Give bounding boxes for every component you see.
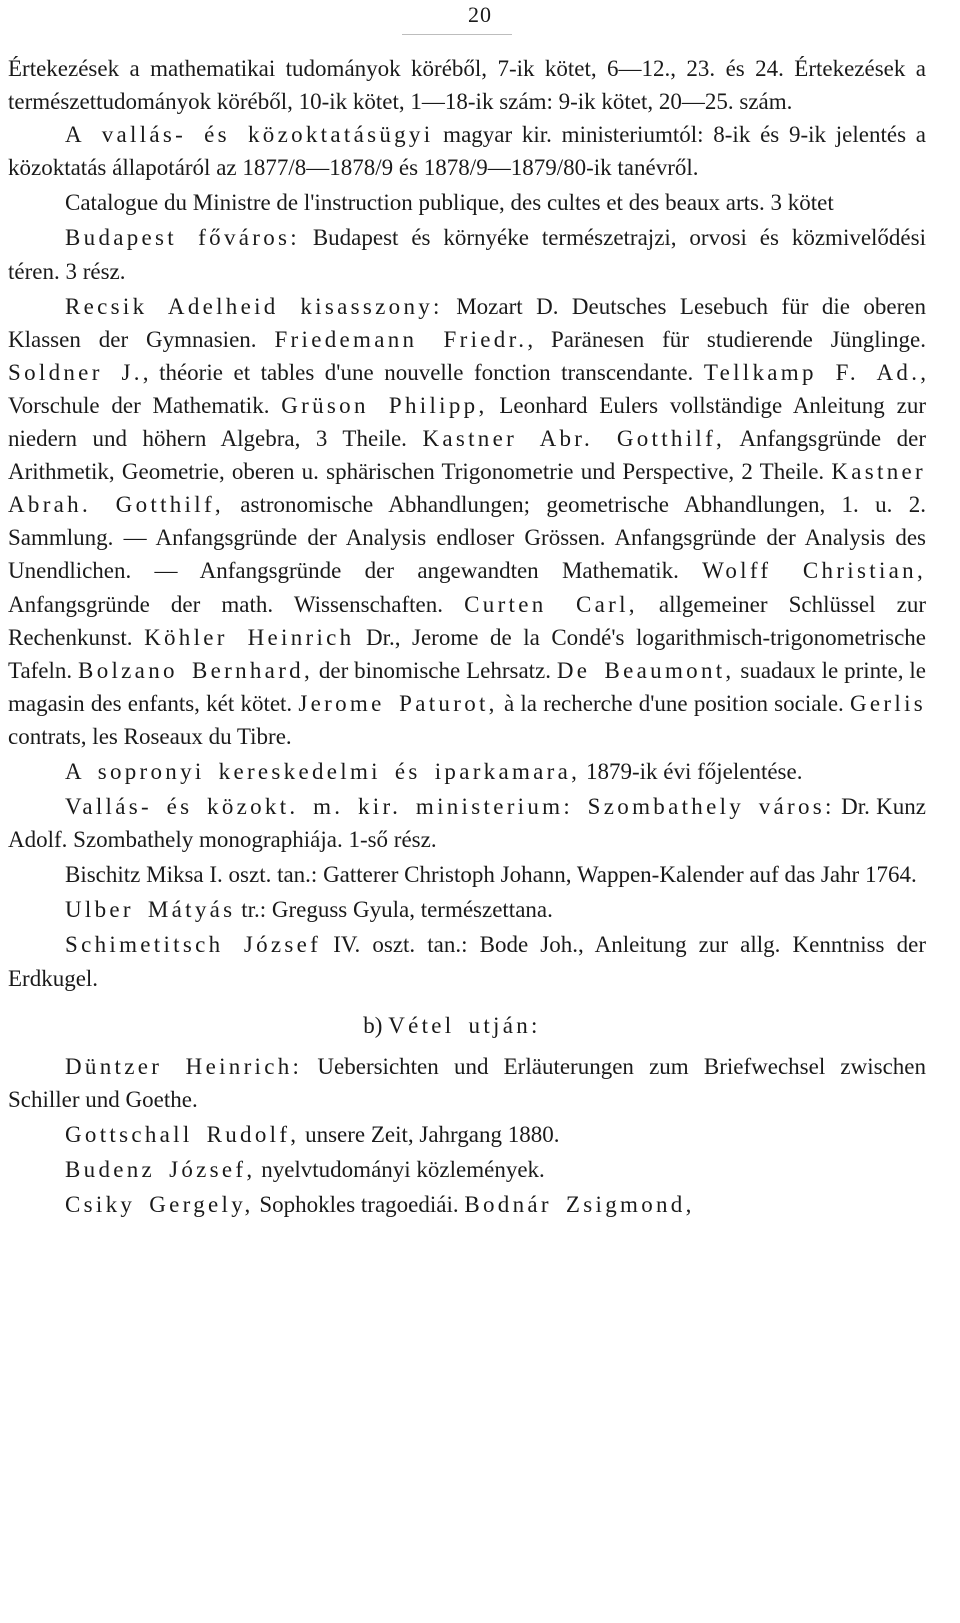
author-name: Grüson Philipp,	[281, 392, 488, 418]
donor-name: Budapest főváros:	[65, 225, 300, 251]
paragraph-csiky	[8, 1188, 926, 1221]
entry-text: , Vorschule der Mathematik.	[8, 359, 927, 418]
entry-text: Anfangsgründe der Arithmetik, Geometrie, oberen u. sphärischen Trigonometrie und Perspective, 2 Theile.	[8, 426, 926, 485]
entry-text: Leonhard Eulers vollständige Anleitung zur niedern und höhern Algebra, 3 Theile.	[8, 392, 926, 452]
paragraph-text: IV. oszt. tan.: Bode Joh., Anleitung zur allg. Kenntniss der Erdkugel.	[8, 932, 926, 991]
donor-name: Ulber Mátyás	[65, 897, 236, 923]
paragraph-text: Dr. Kunz Adolf. Szombathely monographiája. 1-ső rész.	[8, 794, 926, 853]
paragraph-ertekezesek	[8, 52, 926, 118]
section-title: Vétel utján:	[388, 1012, 541, 1038]
author-name: De Beaumont,	[556, 657, 735, 683]
entry-text: contrats, les Roseaux du Tibre.	[8, 723, 292, 749]
author-name: Kastner Abrah. Gotthilf,	[8, 459, 926, 518]
paragraph-text: nyelvtudományi közlemények.	[255, 1157, 545, 1182]
page-number: 20	[468, 2, 492, 27]
page-body	[8, 52, 926, 1221]
entry-text: der binomische Lehrsatz.	[313, 657, 557, 683]
paragraph-ulber	[8, 893, 926, 926]
author-name: Gerlis	[850, 690, 927, 716]
author-name: Csiky Gergely,	[65, 1192, 254, 1218]
paragraph-text: Uebersichten und Erläuterungen zum Briefwechsel zwischen Schiller und Goethe.	[8, 1053, 926, 1112]
paragraph-text: Budapest és környéke természetrajzi, orvosi és közmivelődési téren. 3 rész.	[8, 225, 926, 284]
paragraph-text: magyar kir. ministeriumtól: 8-ik és 9-ik jelentés a közoktatás állapotáról az 1877/8—1878/9 és 1878/9—1879/80-ik tanévről.	[8, 122, 926, 181]
paragraph-budenz	[8, 1153, 926, 1186]
paragraph-schimetitsch	[8, 928, 926, 994]
author-name: Budenz József,	[65, 1157, 256, 1182]
paragraph-szombathely	[8, 790, 926, 856]
paragraph-text: Catalogue du Ministre de l'instruction publique, des cultes et des beaux arts. 3 kötet	[65, 190, 834, 216]
entry-text: astronomische Abhandlungen; geometrische Abhandlungen, 1. u. 2. Sammlung. — Anfangsgründe der Analysis endloser Grössen. Anfangsgründe der Analysis des Unendlichen. — Anfangsgründe der angewandten Mathematik.	[8, 492, 926, 584]
entry-text: à la recherche d'une position sociale.	[497, 690, 850, 716]
author-name: Düntzer Heinrich:	[65, 1053, 303, 1079]
paragraph-ministerium	[8, 118, 926, 184]
donor-name: A vallás- és közoktatásügyi	[65, 122, 434, 148]
author-name: Wolff Christian,	[702, 558, 926, 584]
paragraph-recsik	[8, 290, 926, 753]
donor-name: Recsik Adelheid kisasszony:	[65, 293, 443, 319]
author-name: Kastner Abr. Gotthilf,	[422, 426, 726, 452]
entry-text: Dr., Jerome de la Condé's logarithmisch-trigonometrische Tafeln.	[8, 624, 926, 683]
paragraph-budapest	[8, 221, 926, 287]
author-name: Bolzano Bernhard,	[78, 657, 314, 683]
paragraph-text: unsere Zeit, Jahrgang 1880.	[299, 1121, 560, 1147]
donor-name: Vallás- és közokt. m. kir. ministerium: Szombathely város:	[65, 794, 835, 820]
paragraph-text: Értekezések a mathematikai tudományok köréből, 7-ik kötet, 6—12., 23. és 24. Értekezések a természettudományok köréből, 10-ik kötet, 1—18-ik szám: 9-ik kötet, 20—25. szám.	[8, 56, 926, 115]
entry-text: Anfangsgründe der math. Wissenschaften.	[8, 591, 465, 617]
author-name: Gottschall Rudolf,	[65, 1121, 300, 1147]
paragraph-text: Sophokles tragoediái.	[253, 1192, 465, 1218]
paragraph-soproni	[8, 755, 926, 788]
author-name: Soldner J.	[8, 359, 143, 385]
paragraph-text: Bischitz Miksa I. oszt. tan.: Gatterer Christoph Johann, Wappen-Kalender auf das Jahr 1764.	[65, 862, 917, 888]
entry-text: , théorie et tables d'une nouvelle fonction transcendante.	[142, 359, 704, 385]
paragraph-text: 1879-ik évi főjelentése.	[580, 758, 803, 784]
author-name: Jerome Paturot,	[298, 690, 498, 716]
entry-text: allgemeiner Schlüssel zur Rechenkunst.	[8, 591, 926, 650]
author-name: Bodnár Zsigmond,	[464, 1192, 695, 1218]
header-rule	[402, 34, 512, 35]
entry-text: suadaux le printe, le magasin des enfants, két kötet.	[8, 657, 926, 716]
entry-text: Mozart D. Deutsches Lesebuch für die oberen Klassen der Gymnasien.	[8, 293, 926, 352]
author-name: Friedemann Friedr.	[274, 326, 528, 352]
paragraph-bischitz	[8, 858, 926, 891]
donor-name: Schimetitsch József	[65, 932, 322, 958]
donor-name: A sopronyi kereskedelmi és iparkamara,	[65, 758, 581, 784]
section-heading-vetel	[8, 1009, 926, 1042]
paragraph-gottschall	[8, 1118, 926, 1151]
paragraph-text: tr.: Greguss Gyula, természettana.	[235, 897, 553, 923]
author-name: Köhler Heinrich	[144, 624, 355, 650]
section-prefix: b)	[363, 1012, 389, 1038]
paragraph-catalogue	[8, 186, 926, 219]
paragraph-duntzer	[8, 1050, 926, 1116]
author-name: Tellkamp F. Ad.	[703, 359, 921, 385]
entry-text: , Paränesen für studierende Jünglinge.	[527, 326, 927, 352]
author-name: Curten Carl,	[464, 591, 638, 617]
